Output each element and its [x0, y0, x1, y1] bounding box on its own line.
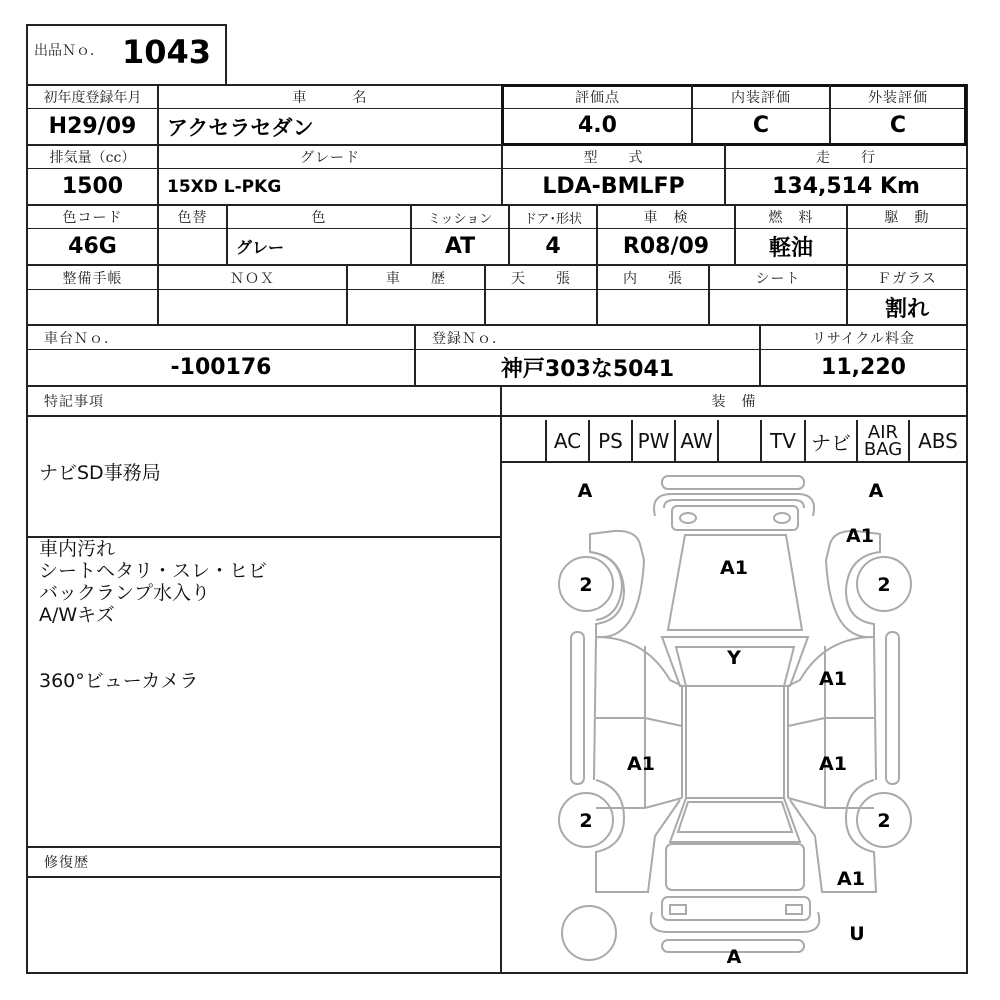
door-value: 4 — [545, 234, 561, 259]
repair-history-value — [28, 878, 500, 972]
mark-front-left-corner: A — [577, 480, 593, 502]
exterior-grade-value: C — [889, 113, 907, 138]
maintenance-value — [28, 290, 157, 324]
rear-window-outer — [670, 798, 800, 842]
drive-label: 駆 動 — [884, 210, 930, 226]
hood — [668, 535, 802, 630]
car-damage-diagram — [502, 463, 966, 972]
grade-value: 15XD L-PKG — [167, 176, 282, 197]
model-label: 型 式 — [583, 150, 644, 166]
front-grille — [672, 506, 798, 530]
fuel-value: 軽油 — [768, 236, 813, 261]
seat-label: シート — [755, 270, 801, 287]
mileage-value: 134,514 Km — [772, 174, 920, 199]
car-name-label: 車 名 — [292, 90, 368, 106]
reg-year-label: 初年度登録年月 — [43, 90, 142, 106]
equipment-item-navi: ナビ — [804, 420, 856, 462]
equipment-item-ac: AC — [545, 420, 588, 462]
maintenance-label: 整備手帳 — [62, 270, 123, 287]
equipment-item-pw: PW — [631, 420, 674, 462]
mark-tire-rr: 2 — [877, 810, 891, 832]
listing-number-label: 出品Ｎｏ． — [34, 43, 104, 59]
displacement-label: 排気量（cc） — [49, 150, 136, 166]
headlight-left-icon — [680, 513, 696, 523]
equipment-item-abs: ABS — [908, 420, 966, 462]
mark-left-rear-door: A1 — [627, 753, 655, 775]
model-value: LDA-BMLFP — [542, 174, 685, 199]
mark-front-right-corner: A — [868, 480, 884, 502]
color-change-label: 色替 — [177, 210, 208, 226]
rear-panel — [662, 897, 810, 920]
reg-year-value: H29/09 — [48, 114, 137, 139]
equipment-item-airbag: AIR BAG — [856, 420, 908, 462]
car-name-value: アクセラセダン — [167, 115, 314, 140]
equipment-item-tv: TV — [760, 420, 804, 462]
right-side-skirt — [886, 632, 899, 784]
fuel-label: 燃 料 — [768, 210, 814, 226]
equipment-item-blank-2 — [717, 420, 760, 462]
chassis-label: 車台Ｎｏ． — [44, 330, 119, 347]
mark-right-rear-fender: A1 — [837, 868, 865, 890]
score-value: 4.0 — [578, 113, 617, 138]
repair-history-title: 修復歴 — [44, 855, 89, 871]
nox-label: ＮＯＸ — [230, 270, 275, 287]
front-bumper-bar — [662, 476, 804, 489]
drive-value — [848, 229, 966, 264]
seat-value — [710, 290, 846, 324]
reg-no-label: 登録Ｎｏ． — [432, 330, 507, 347]
spare-tire-icon — [562, 906, 616, 960]
notes-block2: 車内汚れ シートヘタリ・スレ・ヒビ バックランプ水入り A/Wキズ 360°ビューカメラ — [39, 538, 268, 692]
left-front-fender — [590, 531, 644, 637]
mark-tire-fl: 2 — [579, 574, 593, 596]
equipment-item-ps: PS — [588, 420, 631, 462]
taillight-right-icon — [786, 905, 802, 914]
reg-no-value: 神戸303な5041 — [500, 357, 675, 382]
door-label: ドア･形状 — [523, 211, 583, 227]
color-code-label: 色コード — [62, 210, 123, 226]
inspection-label: 車 検 — [643, 210, 689, 226]
inspection-value: R08/09 — [622, 234, 710, 259]
taillight-left-icon — [670, 905, 686, 914]
grade-label: グレード — [300, 150, 360, 166]
equipment-item-aw: AW — [674, 420, 717, 462]
recycle-fee-value: 11,220 — [821, 355, 906, 380]
rear-window — [678, 802, 792, 832]
mark-tire-rl: 2 — [579, 810, 593, 832]
recycle-fee-label: リサイクル料金 — [811, 330, 916, 347]
nox-value — [159, 290, 346, 324]
mileage-label: 走 行 — [816, 150, 876, 166]
left-side-skirt — [571, 632, 584, 784]
mark-hood: A1 — [720, 557, 748, 579]
mark-right-front-door: A1 — [819, 668, 847, 690]
roof-label: 天 張 — [511, 270, 571, 287]
listing-number: 1043 — [122, 33, 212, 71]
displacement-value: 1500 — [61, 174, 124, 199]
mark-right-front-fender: A1 — [846, 525, 874, 547]
mark-rear-right: U — [849, 923, 865, 945]
color-code-value: 46G — [68, 234, 117, 259]
mark-right-rear-door: A1 — [819, 753, 847, 775]
color-value: グレー — [236, 238, 285, 257]
headlight-right-icon — [774, 513, 790, 523]
roof-value — [486, 290, 596, 324]
interior-trim-label: 内 張 — [623, 270, 683, 287]
fglass-label: Ｆガラス — [877, 270, 937, 287]
color-change-value — [159, 229, 226, 264]
history-label: 車 歴 — [386, 270, 446, 287]
notes-line1: ナビSD事務局 — [39, 462, 161, 484]
mark-windshield: Y — [727, 647, 741, 669]
interior-grade-label: 内装評価 — [731, 90, 791, 106]
interior-trim-value — [598, 290, 708, 324]
chassis-value: -100176 — [170, 355, 272, 380]
mission-label: ミッション — [427, 211, 493, 227]
mission-value: AT — [444, 234, 476, 259]
history-value — [348, 290, 484, 324]
score-label: 評価点 — [575, 90, 620, 106]
roof — [686, 686, 784, 798]
interior-grade-value: C — [752, 113, 770, 138]
fglass-value: 割れ — [884, 296, 929, 322]
color-label: 色 — [311, 210, 327, 226]
notes-title: 特記事項 — [44, 394, 104, 410]
exterior-grade-label: 外装評価 — [868, 90, 928, 106]
trunk — [666, 844, 804, 890]
equipment-item-blank-1 — [502, 420, 546, 462]
equipment-title: 装 備 — [711, 394, 757, 410]
mark-tire-fr: 2 — [877, 574, 891, 596]
mark-rear-bumper: A — [726, 946, 742, 968]
